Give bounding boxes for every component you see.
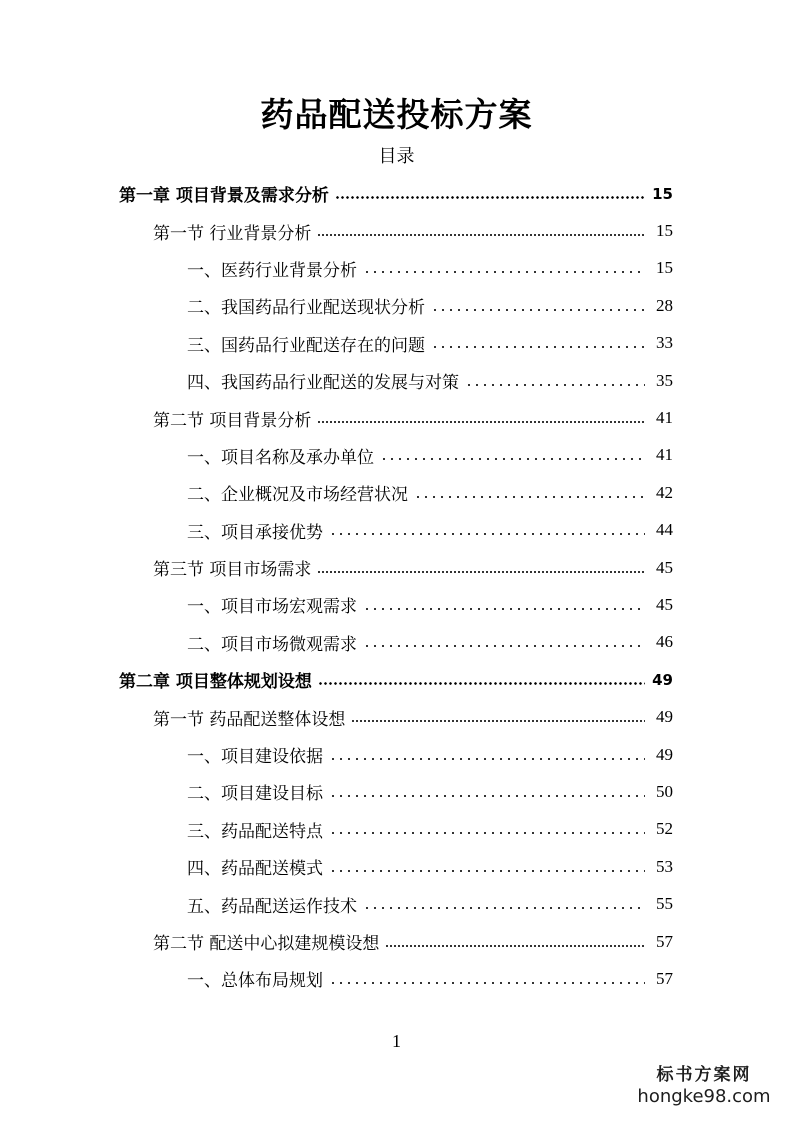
toc-entry-label: 二、项目建设目标 [187, 784, 323, 805]
toc-dot-leader [329, 982, 645, 984]
toc-entry[interactable] [0, 212, 793, 249]
toc-heading: 目录 [378, 146, 415, 167]
toc-entry[interactable] [0, 362, 793, 399]
toc-dot-leader [317, 234, 645, 236]
toc-entry-page: 50 [656, 781, 673, 801]
toc-entry-label: 五、药品配送运作技术 [187, 896, 357, 917]
toc-entry-label: 第二节 配送中心拟建规模设想 [153, 934, 380, 954]
toc-entry[interactable] [0, 250, 793, 287]
toc-dot-leader [363, 271, 645, 273]
toc-entry[interactable] [0, 437, 793, 474]
toc-entry[interactable] [0, 399, 793, 436]
toc-entry-page: 44 [656, 520, 673, 540]
toc-dot-leader [329, 795, 645, 797]
toc-entry[interactable] [0, 549, 793, 586]
toc-dot-leader [380, 458, 645, 460]
toc-entry-page: 41 [656, 408, 673, 428]
toc-entry-page: 28 [656, 295, 673, 315]
toc-entry[interactable] [0, 661, 793, 698]
toc-entry-label: 一、项目建设依据 [187, 747, 323, 768]
page-number: 1 [392, 1031, 401, 1051]
toc-entry[interactable] [0, 885, 793, 922]
toc-entry-page: 57 [656, 931, 673, 951]
toc-entry-page: 46 [656, 632, 673, 652]
toc-entry-label: 二、我国药品行业配送现状分析 [187, 298, 425, 319]
toc-entry-label: 第三节 项目市场需求 [153, 560, 312, 581]
toc-entry-page: 49 [656, 707, 673, 727]
toc-dot-leader [465, 384, 645, 386]
toc-entry[interactable] [0, 175, 793, 212]
toc-entry-label: 四、药品配送模式 [187, 859, 323, 880]
toc-entry[interactable] [0, 624, 793, 661]
toc-entry[interactable] [0, 811, 793, 848]
toc-entry-page: 41 [656, 445, 673, 465]
toc-entry-page: 57 [656, 968, 673, 988]
toc-entry-page: 45 [656, 557, 673, 577]
toc-entry-label: 第二章 项目整体规划设想 [119, 672, 312, 693]
toc-entry-page: 33 [656, 333, 673, 353]
toc-entry-label: 第一章 项目背景及需求分析 [119, 186, 329, 207]
toc-dot-leader [329, 870, 645, 872]
toc-entry-label: 三、国药品行业配送存在的问题 [187, 335, 425, 356]
toc-entry-page: 49 [652, 670, 673, 689]
toc-entry[interactable] [0, 287, 793, 324]
toc-dot-leader [335, 196, 645, 199]
toc-entry[interactable] [0, 474, 793, 511]
toc-dot-leader [317, 421, 645, 423]
toc-dot-leader [363, 907, 645, 909]
toc-entry[interactable] [0, 586, 793, 623]
toc-dot-leader [363, 608, 645, 610]
toc-dot-leader [385, 945, 645, 947]
toc-entry-page: 52 [656, 819, 673, 839]
toc-entry-page: 15 [652, 184, 673, 203]
toc-dot-leader [431, 309, 645, 311]
toc-entry-page: 15 [656, 258, 673, 278]
toc-entry[interactable] [0, 512, 793, 549]
toc-dot-leader [363, 645, 645, 647]
toc-entry-page: 49 [656, 744, 673, 764]
toc-dot-leader [329, 832, 645, 834]
watermark-url: hongke98.com [637, 1086, 771, 1107]
table-of-contents [0, 175, 793, 998]
toc-entry-page: 15 [656, 221, 673, 241]
toc-entry-page: 55 [656, 894, 673, 914]
toc-entry-label: 三、药品配送特点 [187, 821, 323, 842]
toc-dot-leader [318, 682, 645, 685]
toc-entry-page: 53 [656, 856, 673, 876]
toc-dot-leader [329, 533, 645, 535]
toc-entry-label: 二、项目市场微观需求 [187, 634, 357, 655]
toc-dot-leader [317, 571, 645, 573]
toc-entry[interactable] [0, 736, 793, 773]
toc-entry-page: 45 [656, 594, 673, 614]
document-title: 药品配送投标方案 [260, 95, 533, 134]
toc-entry[interactable] [0, 960, 793, 997]
toc-entry-label: 一、医药行业背景分析 [187, 260, 357, 281]
toc-entry-label: 四、我国药品行业配送的发展与对策 [187, 373, 459, 394]
toc-entry-label: 二、企业概况及市场经营状况 [187, 485, 408, 506]
toc-entry-label: 第二节 项目背景分析 [153, 410, 312, 431]
toc-entry[interactable] [0, 773, 793, 810]
toc-dot-leader [414, 496, 645, 498]
toc-entry[interactable] [0, 848, 793, 885]
toc-entry-label: 一、项目市场宏观需求 [187, 597, 357, 618]
toc-entry-label: 三、项目承接优势 [187, 522, 323, 543]
toc-dot-leader [329, 758, 645, 760]
toc-entry[interactable] [0, 698, 793, 735]
toc-dot-leader [431, 346, 645, 348]
toc-entry-page: 42 [656, 482, 673, 502]
toc-dot-leader [351, 720, 645, 722]
toc-entry[interactable] [0, 923, 793, 960]
toc-entry-label: 一、项目名称及承办单位 [187, 447, 374, 468]
toc-entry-label: 第一节 药品配送整体设想 [153, 709, 346, 730]
toc-entry-page: 35 [656, 370, 673, 390]
toc-entry-label: 一、总体布局规划 [187, 971, 323, 992]
toc-entry-label: 第一节 行业背景分析 [153, 223, 312, 244]
watermark-logo [629, 1064, 779, 1108]
watermark-site-name: 标书方案网 [656, 1065, 752, 1085]
toc-entry[interactable] [0, 325, 793, 362]
